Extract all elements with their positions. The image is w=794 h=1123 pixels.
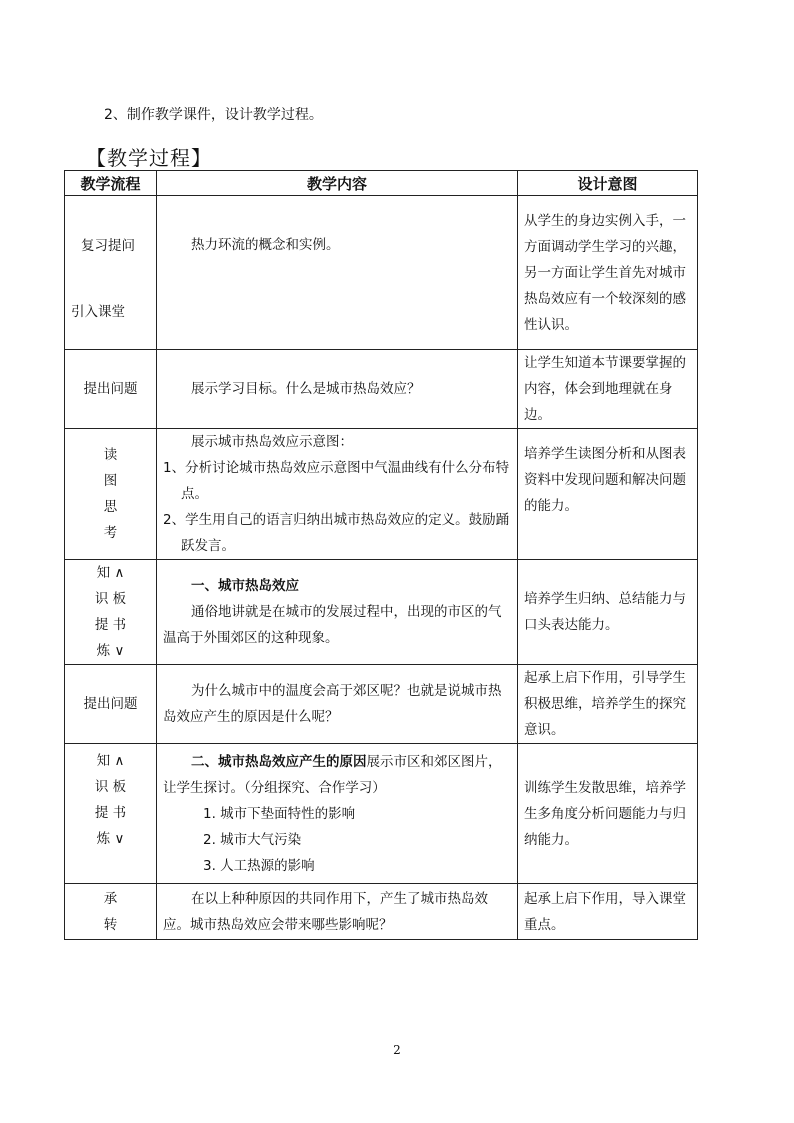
stage-label-bottom: 引入课堂: [71, 304, 125, 320]
stage-char: 思: [103, 499, 118, 515]
stage-char: 转: [103, 916, 118, 933]
stage-char: 读: [103, 447, 118, 463]
content-list-item: 1. 城市下垫面特性的影响: [203, 805, 356, 822]
content-title: 一、城市热岛效应: [191, 578, 299, 594]
stage-cell: [65, 196, 157, 350]
content-list-item: 3. 人工热源的影响: [203, 857, 315, 874]
stage-line: 提 书: [94, 805, 127, 821]
table-header-row: [65, 171, 698, 196]
intent-cell: 训练学生发散思维，培养学生多角度分析问题能力与归纳能力。: [518, 744, 698, 884]
table-row: [65, 884, 698, 940]
table-row: [65, 744, 698, 884]
stage-cell: 提出问题: [65, 665, 157, 744]
content-list-item: 1、分析讨论城市热岛效应示意图中气温曲线有什么分布特点。: [163, 460, 510, 502]
content-cell: [157, 429, 518, 560]
content-cell: [157, 884, 518, 940]
content-title: 二、城市热岛效应产生的原因: [191, 753, 367, 770]
content-cell: [157, 665, 518, 744]
content-text: 热力环流的概念和实例。: [191, 237, 340, 253]
table-row: [65, 665, 698, 744]
stage-line: 识 板: [94, 779, 127, 795]
content-cell: [157, 744, 518, 884]
stage-line: 炼 ∨: [96, 643, 125, 659]
content-cell: [157, 196, 518, 350]
content-cell: [157, 560, 518, 665]
content-text: 展示城市热岛效应示意图：: [191, 434, 353, 450]
stage-cell: [65, 744, 157, 884]
content-cell: [157, 350, 518, 429]
header-content: 教学内容: [157, 171, 518, 196]
intro-line: 2、制作教学课件，设计教学过程。: [104, 107, 323, 123]
intent-cell: 让学生知道本节课要掌握的内容，体会到地理就在身边。: [518, 350, 698, 429]
stage-cell: [65, 884, 157, 940]
intent-cell: 起承上启下作用，引导学生积极思维，培养学生的探究意识。: [518, 665, 698, 744]
stage-cell: [65, 560, 157, 665]
stage-cell: 提出问题: [65, 350, 157, 429]
content-paragraph: [163, 749, 511, 801]
header-stage: 教学流程: [65, 171, 157, 196]
lesson-table: [64, 170, 698, 940]
stage-line: 识 板: [94, 591, 127, 607]
intent-cell: 培养学生归纳、总结能力与口头表达能力。: [518, 560, 698, 665]
content-list-item: 2. 城市大气污染: [203, 831, 302, 848]
stage-line: 炼 ∨: [96, 831, 125, 847]
table-row: [65, 560, 698, 665]
stage-char: 考: [103, 525, 118, 541]
table-row: [65, 350, 698, 429]
content-text: 通俗地讲就是在城市的发展过程中，出现的市区的气温高于外围郊区的这种现象。: [163, 604, 502, 646]
stage-label-top: 复习提问: [81, 238, 135, 254]
stage-line: 知 ∧: [96, 565, 125, 581]
table-row: [65, 196, 698, 350]
intent-cell: 培养学生读图分析和从图表资料中发现问题和解决问题的能力。: [518, 429, 698, 560]
intent-cell: 从学生的身边实例入手，一方面调动学生学习的兴趣，另一方面让学生首先对城市热岛效应有一个较深刻的感性认识。: [518, 196, 698, 350]
content-text: 为什么城市中的温度会高于郊区呢？也就是说城市热岛效应产生的原因是什么呢？: [163, 683, 502, 725]
intent-cell: 起承上启下作用，导入课堂重点。: [518, 884, 698, 940]
stage-line: 知 ∧: [96, 753, 125, 769]
section-heading: 【教学过程】: [86, 146, 212, 170]
table-row: [65, 429, 698, 560]
stage-char: 图: [103, 473, 118, 489]
content-lead: 展示市区和郊区图片，让学生探讨。（分组探究、合作学习）: [163, 753, 502, 796]
header-intent: 设计意图: [518, 171, 698, 196]
content-list-item: 2、学生用自己的语言归纳出城市热岛效应的定义。鼓励踊跃发言。: [163, 512, 510, 554]
stage-cell: [65, 429, 157, 560]
content-text: 在以上种种原因的共同作用下，产生了城市热岛效应。城市热岛效应会带来哪些影响呢？: [163, 890, 488, 933]
stage-char: 承: [103, 890, 118, 907]
content-text: 展示学习目标。什么是城市热岛效应？: [191, 381, 421, 397]
stage-line: 提 书: [94, 617, 127, 633]
page-number: 2: [393, 1043, 401, 1057]
